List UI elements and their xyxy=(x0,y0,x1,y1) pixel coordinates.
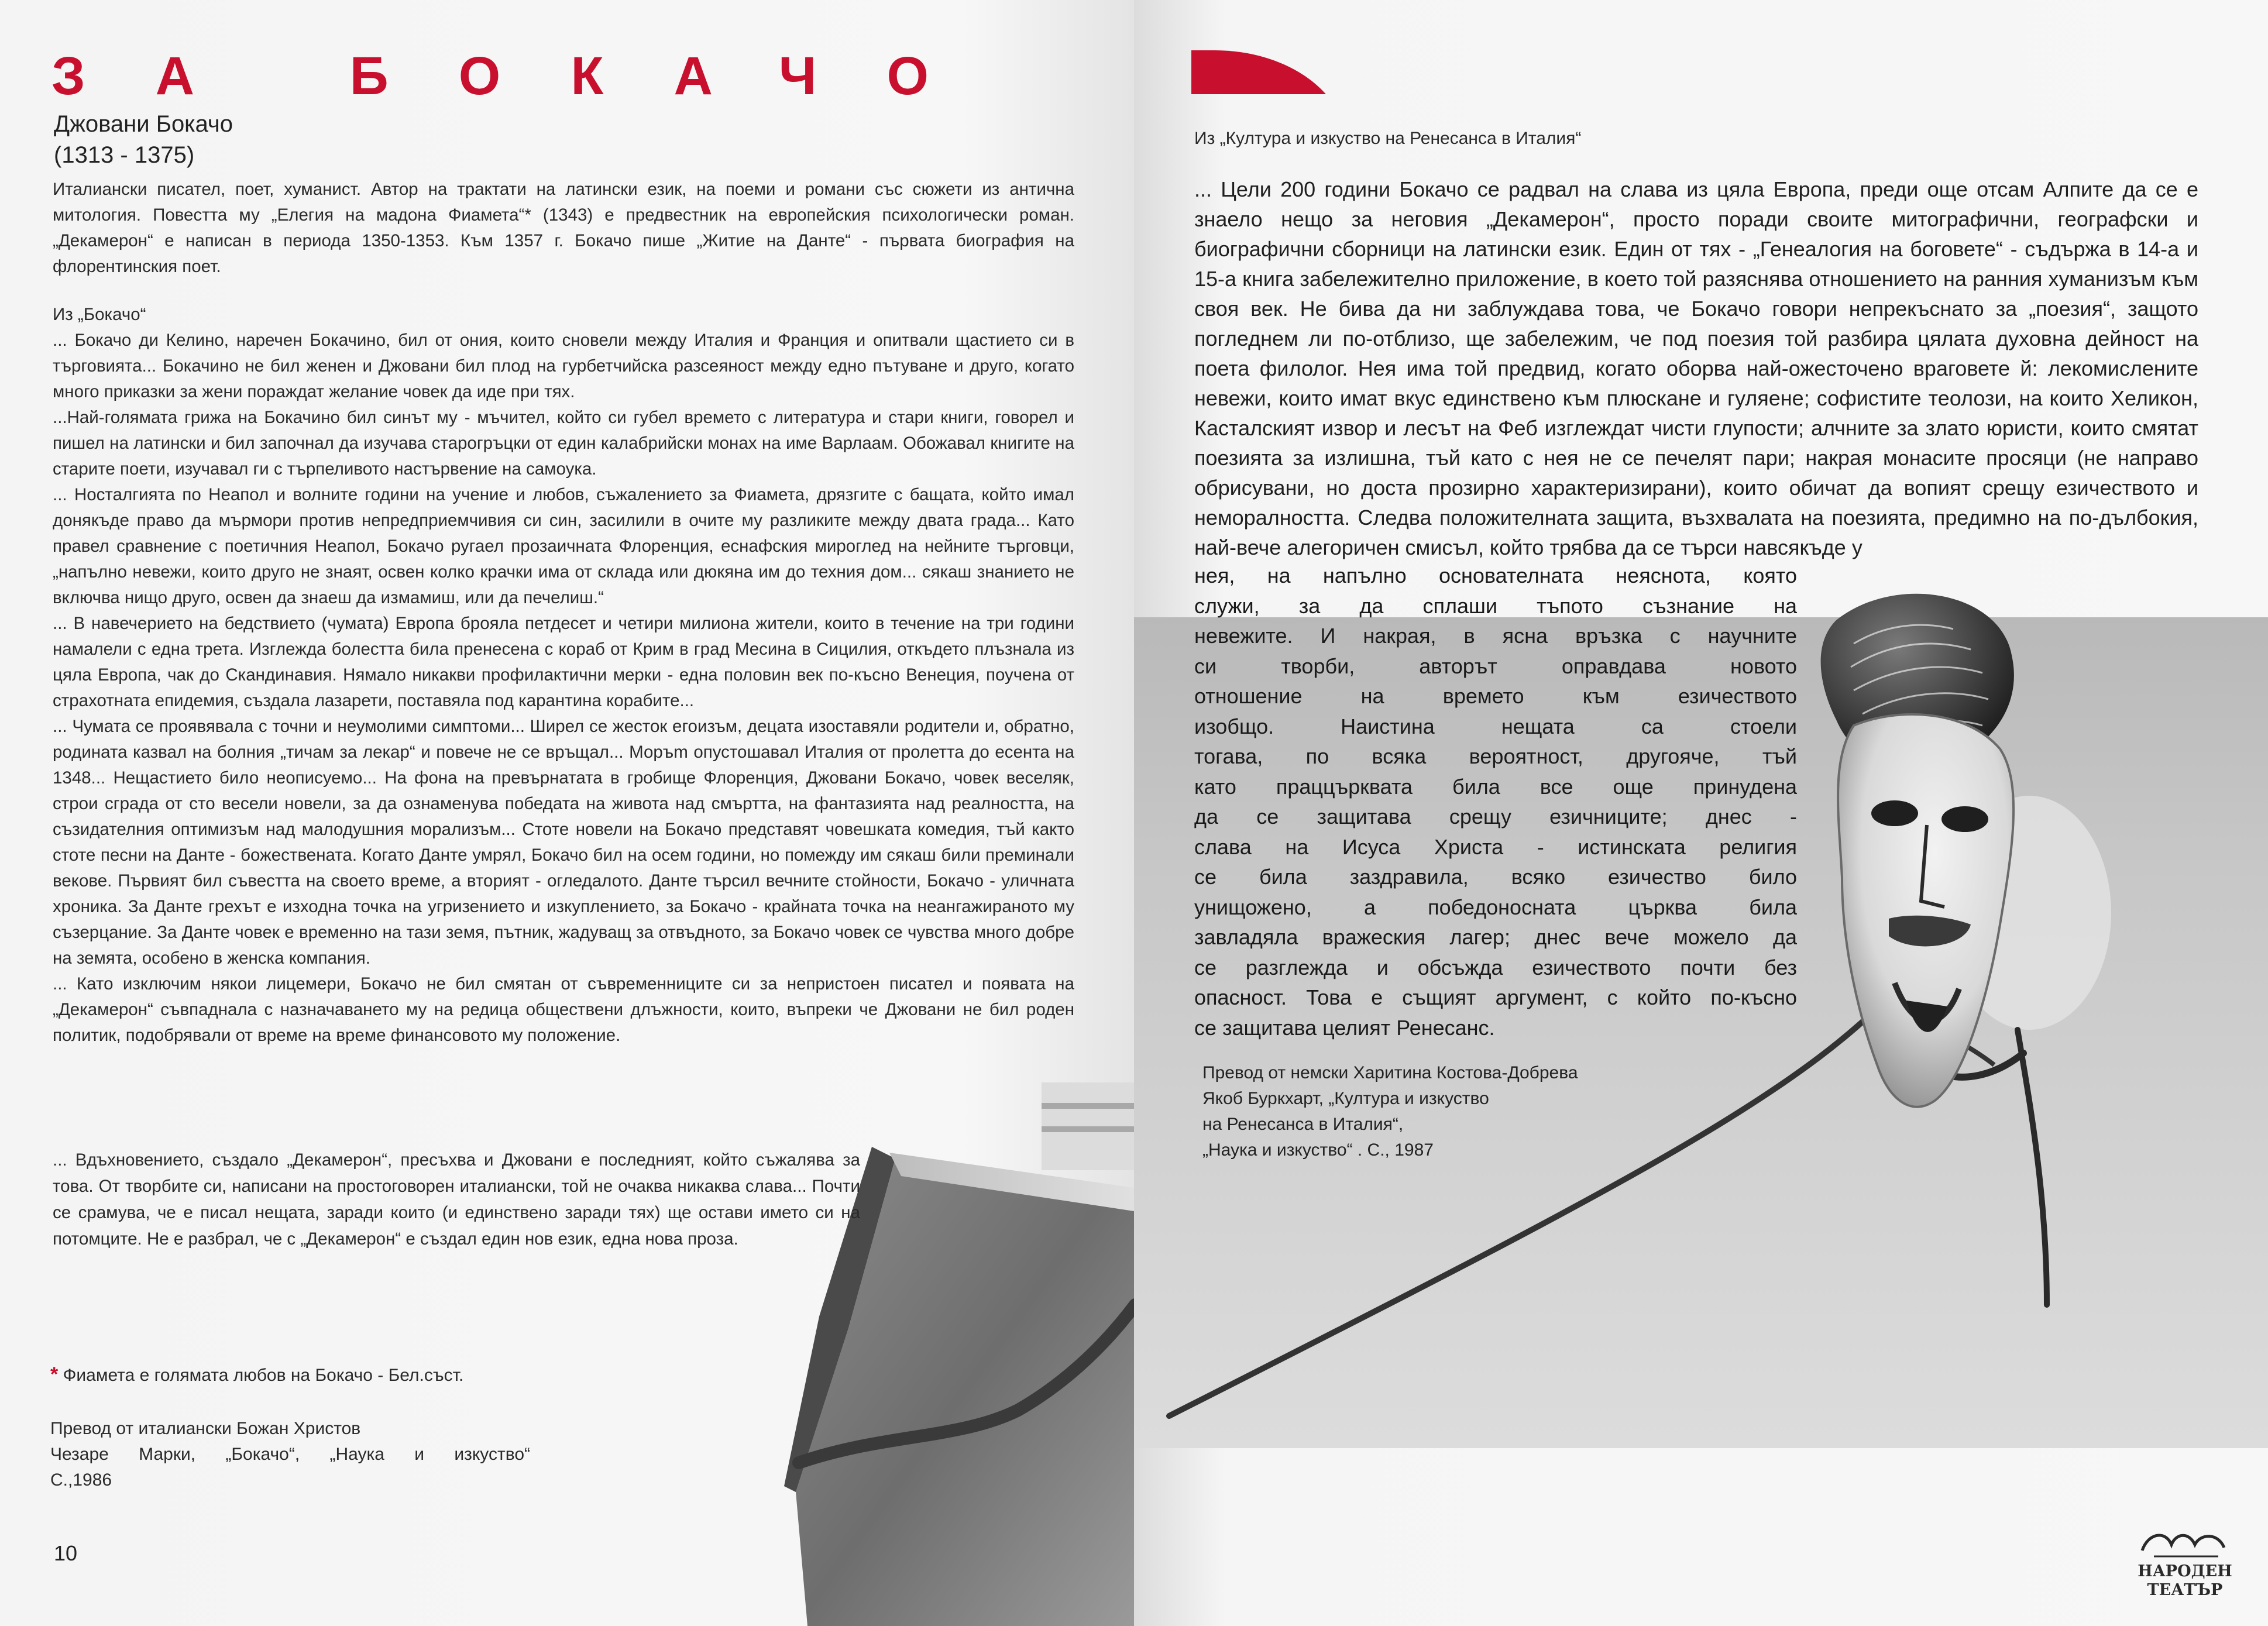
text-line: се разглежда и обсъжда езичеството почти без xyxy=(1194,955,1797,979)
footnote-text: Фиамета е голямата любов на Бокачо - Бел.съст. xyxy=(63,1366,464,1385)
wrapped-text xyxy=(1194,561,1797,1043)
excerpt-paragraph: ... Като изключим някои лицемери, Бокачо не бил смятан от съвременниците си за непристоен писател и появата на „Декамерон“ съвпаднала с назначаването му на редица обществени длъжности, които, въпреки че Джовани не бил роден политик, подобрявали от време на време финансовото му положение. xyxy=(53,974,1074,1045)
logo-line: ТЕАТЪР xyxy=(2147,1581,2223,1599)
excerpt-paragraph: ... Носталгията по Неапол и волните години на учение и любов, съжалението за Фиамета, дрязгите с бащата, който имал донякъде право да мърмори против непредприемчивия си син, засилили в очите му разликите между двата града... Като правел сравнение с поетичния Неапол, Бокачо ругаел прозаичната Флоренция, еснафския мироглед на нейните търговци, „напълно невежи, които друго не знаят, освен колко крачки има от склада или дюкяна им до техния дом... сякаш знанието не включва нищо друго, освен да знаеш да измамиш, или да печелиш.“ xyxy=(53,485,1074,607)
excerpt-paragraph: ... Бокачо ди Келино, наречен Бокачино, бил от ония, които сновели между Италия и Франция и опитвали щастието си в търговията... Бокачино не бил женен и Джовани бил плод на гурбетчийска разсеяност между едно пътуване и друго, когато много приказки за жени пораждат желание човек да иде при тях. xyxy=(53,331,1074,401)
text-line: се била заздравила, всяко езичество било xyxy=(1194,865,1797,889)
text-line: завладяла вражеския лагер; днес вече можело да xyxy=(1194,925,1797,949)
text-line: тогава, по всяка вероятност, другояче, тъй xyxy=(1194,744,1797,768)
text-line: отношение на времето към езичеството xyxy=(1194,684,1797,708)
excerpt-paragraph: ... В навечерието на бедствието (чумата) Европа брояла петдесет и четири милиона жители, които в течение на три години намалели с една трета. Изглежда болестта била пренесена с кораб от Крим в град Месина в Сицилия, откъдето плъзнала из цяла Европа, чак до Скандинавия. Нямало никакви профилактични мерки - една половин век по-късно Венеция, поучена от страхотната епидемия, създала лазарети, поставяла под карантина корабите... xyxy=(53,614,1074,710)
page-number: 10 xyxy=(54,1541,78,1565)
author-years: (1313 - 1375) xyxy=(54,142,195,168)
credit-line: Превод от немски Харитина Костова-Добрева xyxy=(1202,1063,1578,1082)
credit-line: Якоб Буркхарт, „Култура и изкуство xyxy=(1202,1089,1489,1108)
credit-line: на Ренесанса в Италия“, xyxy=(1202,1115,1404,1134)
right-page xyxy=(1134,0,2268,1626)
final-paragraph: ... Вдъхновението, създало „Декамерон“, пресъхва и Джовани е последният, който съжалява за това. От творбите си, написани на простоговорен италиански, той не очаква никаква слава... Почти се срамува, че е писал нещата, заради които (и единствено заради тях) ще остави името си на потомците. Не е разбрал, че с „Декамерон“ е създал един нов език, една нова проза. xyxy=(53,1150,860,1249)
text-line: да се защитава срещу езичниците; днес - xyxy=(1194,805,1797,829)
text-line: нея, на напълно основателната неяснота, която xyxy=(1194,563,1797,587)
footnote-marker: * xyxy=(50,1363,59,1386)
text-line: като праццърквата била все още принудена xyxy=(1194,774,1797,799)
credit-line: „Наука и изкуство“ . С., 1987 xyxy=(1202,1140,1434,1160)
text-line: се защитава целият Ренесанс. xyxy=(1194,1015,1495,1040)
author-name: Джовани Бокачо xyxy=(54,111,233,137)
main-text: ... Цели 200 години Бокачо се радвал на слава из цяла Европа, преди още отсам Алпите да се е знаело нещо за неговия „Декамерон“, просто поради своите митографични, географски и биографични сборници на латински език. Един от тях - „Генеалогия на боговете“ - съдържа в 14-а и 15-а книга забележително приложение, в което той разяснява отношението на ранния хуманизъм към своя век. Не бива да ни заблуждава това, че Бокачо говори непрекъснато за „поезия“, защото погледнем ли по-отблизо, ще забележим, че под поезия той разбира цялата духовна дейност на поета филолог. Нея има той предвид, когато оборва най-ожесточено враговете й: лекомислените невежи, които имат вкус единствено към плюскане и гуляене; софистите теолози, на които Хеликон, Касталският извор и лесът на Феб изглеждат чисти глупости; алчните за злато юристи, които смятат поезията за излишна, тъй като с нея не се печелят пари; накрая монасите просяци (не направо обрисувани, но доста прозирно характеризирани), които обичат да вопият срещу езичеството и неморалността. Следва положителната защита, възхвалата на поезията, предимно на по-дълбокия, най-вече алегоричен смисъл, който трябва да се търси навсякъде у xyxy=(1194,177,2198,559)
text-line: служи, за да сплаши тъпото съзнание на xyxy=(1194,593,1797,618)
text-line: унищожено, а победоносната църква била xyxy=(1194,895,1797,919)
text-line: невежите. И накрая, в ясна връзка с научните xyxy=(1194,624,1797,648)
footnote xyxy=(50,1363,463,1386)
excerpt-section xyxy=(53,302,1074,1049)
red-wedge-decoration xyxy=(1191,50,1326,97)
logo-line: НАРОДЕН xyxy=(2138,1562,2232,1580)
text-line: опасност. Това е същият аргумент, с който по-късно xyxy=(1194,985,1797,1009)
credit-line: Чезаре Марки, „Бокачо“, „Наука и изкуство“ xyxy=(50,1445,530,1464)
excerpt-paragraph: ...Най-голямата грижа на Бокачино бил синът му - мъчител, който си губел времето с литература и стари книги, говорел и пишел на латински и бил започнал да изучава старогръцки от един калабрийски монах на име Варлаам. Обожавал книгите на старите поети, изучавал ги с търпеливото настървение на самоука. xyxy=(53,408,1074,479)
text-line: изобщо. Наистина нещата са стоели xyxy=(1194,714,1797,738)
section-heading: Из „Бокачо“ xyxy=(53,305,146,324)
theatre-logo-text xyxy=(2132,1562,2238,1600)
text-line: слава на Исуса Христа - истинската религия xyxy=(1194,834,1797,859)
excerpt-paragraph: ... Чумата се проявявала с точни и неумолими симптоми... Ширел се жесток егоизъм, децата изоставяли родители и, обратно, родината казвал на болния „тичам за лекар“ и повече не се връщал... Моръm опустошавал Италия от пролетта до есента на 1348... Нещастието било неописуемо... На фона на превърнатата в гробище Флоренция, Джовани Бокачо, човек веселяк, строи сграда от сто весели новели, за да ознаменува победата на живота над смъртта, на фантазията над реалността, на съзидателния оптимизъм над малодушния морализъм... Стоте новели на Бокачо представят човешката комедия, тъй както стоте песни на Данте - божествената. Когато Данте умрял, Бокачо бил на осем години, но помежду им сякаш били преминали векове. Първият бил съвестта на своето време, а вторият - огледалото. Данте търсил вечните стойности, Бокачо - уличната хроника. За Данте грехът е изходна точка на угризението и изкуплението, за Бокачо - крайната точка на неангажираното му съзерцание. За Данте човек е временно на тази земя, пътник, жадуващ за отвъдното, за Бокачо човек се чувства много добре на земята, особено в женска компания. xyxy=(53,717,1074,968)
credit-line: Превод от италиански Божан Христов xyxy=(50,1419,361,1438)
text-line: си творби, авторът оправдава новото xyxy=(1194,654,1797,678)
source-title: Из „Култура и изкуство на Ренесанса в Италия“ xyxy=(1194,129,1582,148)
translation-credits-right xyxy=(1202,1060,1612,1163)
credit-line: С.,1986 xyxy=(50,1470,112,1490)
page-title: ЗА БОКАЧО xyxy=(51,46,999,106)
translation-credits xyxy=(50,1416,530,1493)
intro-paragraph: Италиански писател, поет, хуманист. Автор на трактати на латински език, на поеми и романи със сюжети из антична митология. Повестта му „Елегия на мадона Фиамета“* (1343) е предвестник на европейския психологически роман. „Декамерон“ е написан в периода 1350-1353. Към 1357 г. Бокачо пише „Житие на Данте“ - първата биография на флорентинския поет. xyxy=(53,180,1074,276)
